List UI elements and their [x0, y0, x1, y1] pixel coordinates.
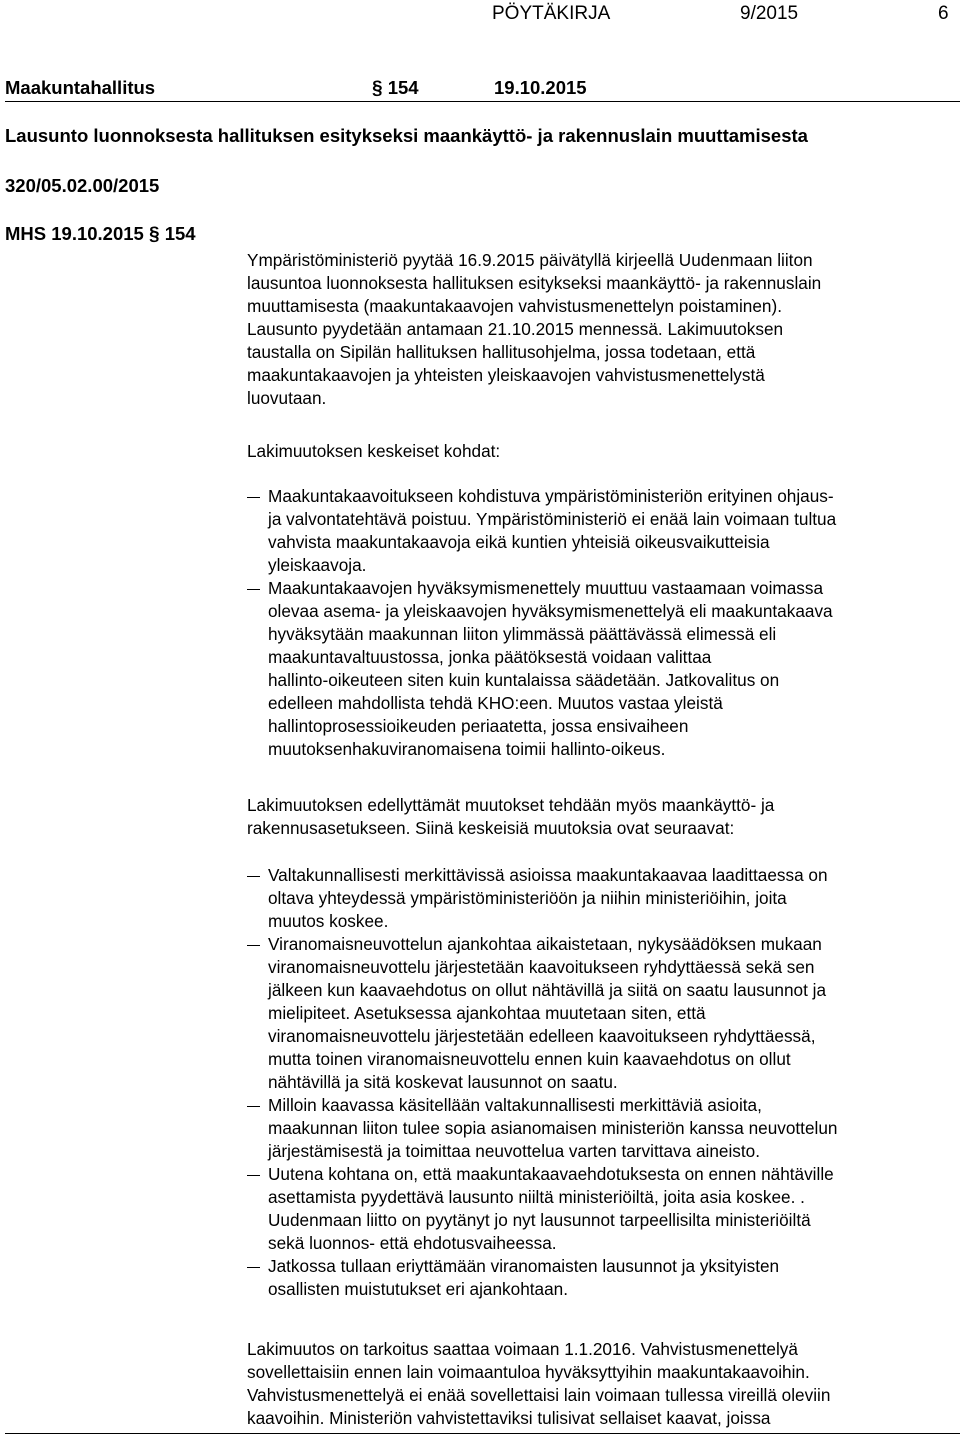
text-line: Lakimuutoksen edellyttämät muutokset tehdään myös maankäyttö- ja: [247, 795, 775, 815]
list-item: [247, 933, 959, 1094]
text-line: hallintoprosessioikeuden periaatetta, jossa ensivaiheen: [268, 716, 689, 736]
text-line: Viranomaisneuvottelun ajankohtaa aikaistetaan, nykysäädöksen mukaan: [268, 934, 822, 954]
dash-bullet-icon: [247, 589, 260, 590]
text-line: Uudenmaan liitto on pyytänyt jo nyt lausunnot tarpeellisilta ministeriöiltä: [268, 1210, 811, 1230]
text-line: edelleen mahdollista tehdä KHO:een. Muutos vastaa yleistä: [268, 693, 723, 713]
list-item: [247, 1255, 959, 1301]
text-line: viranomaisneuvottelu järjestetään edelleen kaavoitukseen ryhdyttäessä,: [268, 1026, 816, 1046]
text-line: muuttamisesta (maakuntakaavojen vahvistusmenettelyn poistaminen).: [247, 296, 782, 316]
decree-points-list: [247, 864, 959, 1301]
header-divider: [5, 101, 960, 102]
dash-bullet-icon: [247, 497, 260, 498]
page-title: Lausunto luonnoksesta hallituksen esitykseksi maankäyttö- ja rakennuslain muuttamisesta: [5, 125, 808, 146]
section-sign-icon: §: [148, 224, 160, 245]
text-line: viranomaisneuvottelu järjestetään kaavoitukseen ryhdyttäessä sekä sen: [268, 957, 815, 977]
intro-paragraph: [247, 249, 959, 410]
list-item: [247, 864, 959, 933]
text-line: muutos koskee.: [268, 911, 389, 931]
text-line: taustalla on Sipilän hallituksen hallitusohjelma, jossa todetaan, että: [247, 342, 756, 362]
text-line: asettamista pyydettävä lausunto niiltä ministeriöiltä, joita asia koskee. .: [268, 1187, 805, 1207]
meeting-section-number: 154: [387, 77, 419, 98]
footer-divider: [5, 1433, 960, 1434]
text-line: nähtävillä ja sitä koskevat lausunnot on saatu.: [268, 1072, 618, 1092]
text-line: Maakuntakaavoitukseen kohdistuva ympäristöministeriön erityinen ohjaus-: [268, 486, 834, 506]
text-line: lausuntoa luonnoksesta hallituksen esitykseksi maankäyttö- ja rakennuslain: [247, 273, 822, 293]
text-line: Lausunto pyydetään antamaan 21.10.2015 mennessä. Lakimuutoksen: [247, 319, 784, 339]
text-line: mielipiteet. Asetuksessa ajankohtaa muutetaan siten, että: [268, 1003, 706, 1023]
text-line: rakennusasetukseen. Siinä keskeisiä muutoksia ovat seuraavat:: [247, 818, 735, 838]
document-number: 9/2015: [740, 3, 799, 24]
text-line: hallinto-oikeuteen siten kuin kuntalaissa säädetään. Jatkovalitus on: [268, 670, 780, 690]
text-line: Uutena kohtana on, että maakuntakaavaehdotuksesta on ennen nähtäville: [268, 1164, 834, 1184]
section-sign-icon: §: [372, 78, 383, 99]
dash-bullet-icon: [247, 876, 260, 877]
list-item: [247, 577, 959, 761]
text-line: Maakuntakaavojen hyväksymismenettely muuttuu vastaamaan voimassa: [268, 578, 824, 598]
text-line: hyväksytään maakunnan liiton ylimmässä päättävässä elimessä eli: [268, 624, 777, 644]
text-line: Ympäristöministeriö pyytää 16.9.2015 päivätyllä kirjeellä Uudenmaan liiton: [247, 250, 813, 270]
page-number: 6: [938, 3, 949, 24]
meeting-section: [372, 76, 419, 100]
dash-bullet-icon: [247, 1106, 260, 1107]
text-line: oltava yhteydessä ympäristöministeriöön ja niihin ministeriöihin, joita: [268, 888, 787, 908]
text-line: yleiskaavoja.: [268, 555, 367, 575]
text-line: maakuntavaltuustossa, jonka päätöksestä voidaan valittaa: [268, 647, 712, 667]
text-line: olevaa asema- ja yleiskaavojen hyväksymismenettelyä eli maakuntakaava: [268, 601, 833, 621]
dash-bullet-icon: [247, 1175, 260, 1176]
text-line: sovellettaisiin ennen lain voimaantuloa hyväksyttyihin maakuntakaavoihin.: [247, 1362, 810, 1382]
document-type: PÖYTÄKIRJA: [492, 3, 611, 24]
text-line: Lakimuutos on tarkoitus saattaa voimaan 1.1.2016. Vahvistusmenettelyä: [247, 1339, 798, 1359]
text-line: Jatkossa tullaan eriyttämään viranomaisten lausunnot ja yksityisten: [268, 1256, 780, 1276]
text-line: Vahvistusmenettelyä ei enää sovellettaisi lain voimaan tullessa vireillä oleviin: [247, 1385, 831, 1405]
text-line: maakuntakaavojen ja yhteisten yleiskaavojen vahvistusmenettelystä: [247, 365, 765, 385]
text-line: ja valvontatehtävä poistuu. Ympäristöministeriö ei enää lain voimaan tultua: [268, 509, 837, 529]
dash-bullet-icon: [247, 1267, 260, 1268]
text-line: järjestämisestä ja toimittaa neuvottelua varten tarvittava aineisto.: [268, 1141, 761, 1161]
record-id: 320/05.02.00/2015: [5, 175, 160, 196]
decree-intro-paragraph: [247, 794, 959, 840]
text-line: maakunnan liiton tulee sopia asianomaisen ministeriön kanssa neuvottelun: [268, 1118, 838, 1138]
closing-paragraph: [247, 1338, 959, 1430]
heading-text: Lakimuutoksen keskeiset kohdat:: [247, 441, 501, 461]
text-line: mutta toinen viranomaisneuvottelu ennen kuin kaavaehdotus on ollut: [268, 1049, 791, 1069]
list-item: [247, 1163, 959, 1255]
mhs-label: MHS 19.10.2015: [5, 223, 144, 244]
text-line: luovutaan.: [247, 388, 327, 408]
text-line: muutoksenhakuviranomaisena toimii hallinto-oikeus.: [268, 739, 666, 759]
meeting-body: Maakuntahallitus: [5, 77, 156, 98]
list-item: [247, 1094, 959, 1163]
text-line: Valtakunnallisesti merkittävissä asioissa maakuntakaavaa laadittaessa on: [268, 865, 828, 885]
text-line: Milloin kaavassa käsitellään valtakunnallisesti merkittäviä asioita,: [268, 1095, 762, 1115]
mhs-reference: [5, 222, 196, 246]
list-item: [247, 485, 959, 577]
text-line: vahvista maakuntakaavoja eikä kuntien yhteisiä oikeusvaikutteisia: [268, 532, 770, 552]
meeting-date: 19.10.2015: [494, 77, 587, 98]
dash-bullet-icon: [247, 945, 260, 946]
key-points-list: [247, 485, 959, 761]
text-line: osallisten muistutukset eri ajankohtaan.: [268, 1279, 568, 1299]
text-line: kaavoihin. Ministeriön vahvistettaviksi tulisivat sellaiset kaavat, joissa: [247, 1408, 771, 1428]
key-points-heading: [247, 440, 959, 463]
text-line: jälkeen kun kaavaehdotus on ollut nähtävillä ja siitä on saatu lausunnot ja: [268, 980, 827, 1000]
mhs-section-number: 154: [164, 223, 196, 244]
text-line: sekä luonnos- että ehdotusvaiheessa.: [268, 1233, 557, 1253]
